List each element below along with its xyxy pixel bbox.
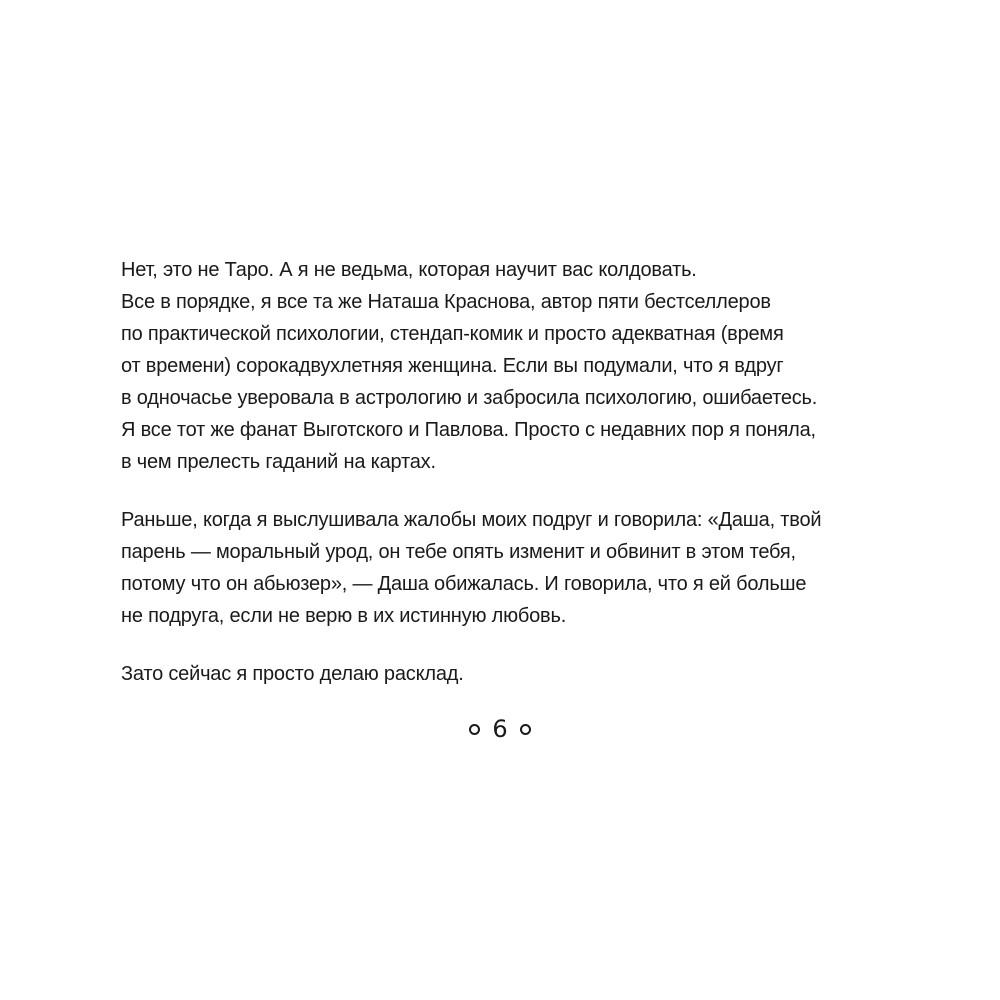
text-line: Раньше, когда я выслушивала жалобы моих подруг и говорила: «Даша, твой <box>121 509 822 531</box>
body-text <box>121 254 911 690</box>
text-line: Все в порядке, я все та же Наташа Краснова, автор пяти бестселлеров <box>121 291 771 313</box>
paragraph-3 <box>121 658 911 690</box>
text-line: по практической психологии, стендап-комик и просто адекватная (время <box>121 323 784 345</box>
text-line: Я все тот же фанат Выготского и Павлова. Просто с недавних пор я поняла, <box>121 419 816 441</box>
paragraph-1 <box>121 254 911 478</box>
text-line: парень — моральный урод, он тебе опять изменит и обвинит в этом тебя, <box>121 541 796 563</box>
text-line: Нет, это не Таро. А я не ведьма, которая научит вас колдовать. <box>121 259 697 281</box>
text-line: в одночасье уверовала в астрологию и забросила психологию, ошибаетесь. <box>121 387 818 409</box>
text-line: не подруга, если не верю в их истинную любовь. <box>121 605 567 627</box>
text-line: Зато сейчас я просто делаю расклад. <box>121 663 464 685</box>
text-line: в чем прелесть гаданий на картах. <box>121 451 436 473</box>
circle-ornament-icon <box>469 724 480 735</box>
text-line: потому что он абьюзер», — Даша обижалась. И говорила, что я ей больше <box>121 573 807 595</box>
text-line: от времени) сорокадвухлетняя женщина. Если вы подумали, что я вдруг <box>121 355 784 377</box>
page-number-text: 6 <box>492 715 508 743</box>
page-number <box>0 712 1000 746</box>
circle-ornament-icon <box>520 724 531 735</box>
paragraph-2 <box>121 504 911 632</box>
